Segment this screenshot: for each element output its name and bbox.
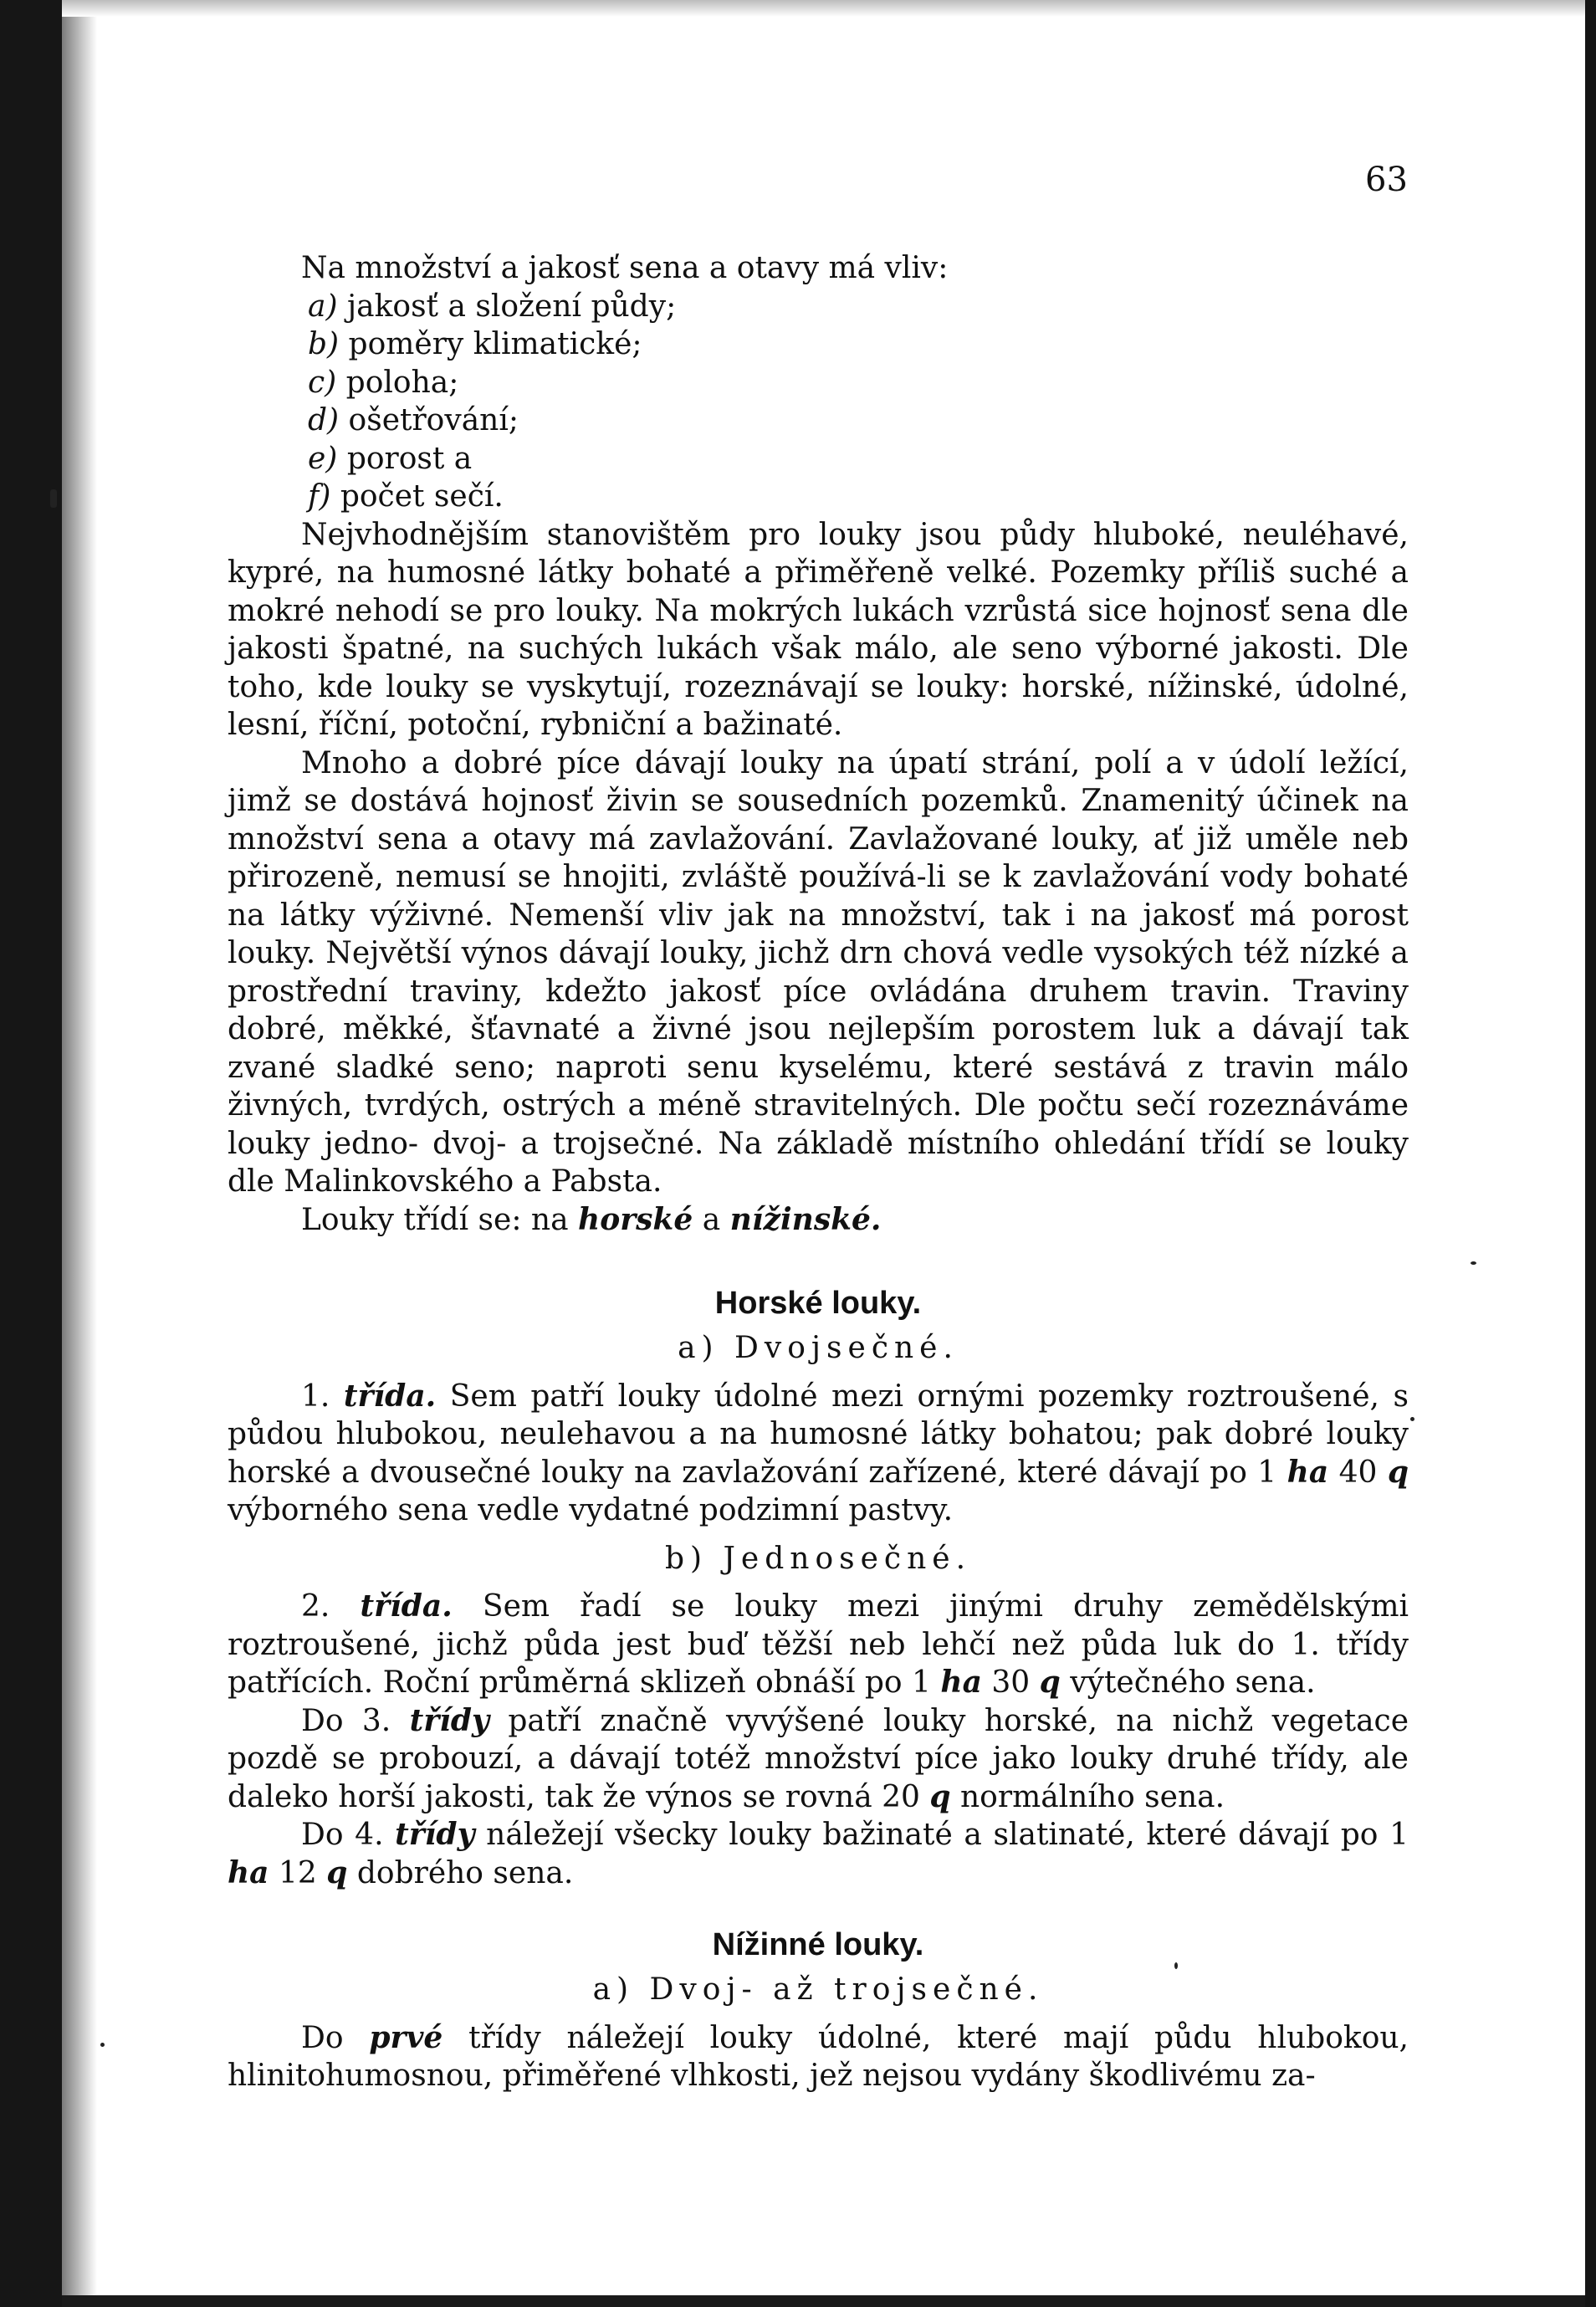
- scan-top-edge: [62, 0, 1585, 17]
- subsection-dvojsecne: a) Dvojsečné.: [678, 1331, 959, 1365]
- list-item: c) poloha;: [308, 365, 459, 400]
- scan-speck: [50, 489, 57, 508]
- paragraph-yield-factors: Mnoho a dobré píce dávají louky na úpatí strání, polí a v údolí ležící, jimž se dostává hojnosť živin se sousedních pozemků. Znamenitý účinek na množství sena a otavy má zavlažování. Zavlažované louky, ať již uměle neb přirozeně, nemusí se hnojiti, zvláště používá-li se k zavlažování vody bohaté na látky výživné. Nemenší vliv jak na množství, tak i na jakosť má porost louky. Největší výnos dávají louky, jichž drn chová vedle vysokých též nízké a prostřední traviny, kdežto jakosť píce ovládána druhem travin. Traviny dobré, měkké, šťavnaté a živné jsou nejlepším porostem luk a dávají tak zvané sladké seno; naproti senu kyselému, které sestává z travin málo živných, tvrdých, ostrých a méně stravitelných. Dle počtu sečí rozeznáváme louky jedno- dvoj- a trojsečné. Na základě místního ohledání třídí se louky dle Malinkovského a Pabsta.: [228, 745, 1409, 1199]
- subsection-dvoj-trojsecne: a) Dvoj- až trojsečné.: [592, 1972, 1044, 2007]
- scan-left-edge: [0, 0, 62, 2307]
- paragraph-class-2: 2. třída. Sem řadí se louky mezi jinými druhy zemědělskými roztroušené, jichž půda jest buď těžší neb lehčí než půda luk do 1. třídy patřících. Roční průměrná sklizeň obnáší po 1 ha 30 q výtečného sena.: [228, 1588, 1409, 1700]
- paragraph-classification: Louky třídí se: na horské a nížinské.: [301, 1201, 882, 1237]
- list-item: d) ošetřování;: [308, 403, 519, 437]
- paragraph-class-4: Do 4. třídy náležejí všecky louky bažinaté a slatinaté, které dávají po 1 ha 12 q dobrého sena.: [228, 1817, 1409, 1890]
- list-item: f) počet sečí.: [308, 479, 504, 514]
- section-title-nizinne: Nížinné louky.: [712, 1927, 924, 1962]
- scan-right-edge: [1585, 0, 1596, 2307]
- scan-speck: [100, 2043, 105, 2047]
- list-item: b) poměry klimatické;: [308, 327, 642, 361]
- section-title-horske: Horské louky.: [714, 1286, 922, 1321]
- page-number: 63: [1365, 161, 1408, 199]
- list-item: e) porost a: [308, 441, 473, 476]
- intro-lead: Na množství a jakosť sena a otavy má vliv:: [301, 251, 949, 285]
- paragraph-class-3: Do 3. třídy patří značně vyvýšené louky horské, na nichž vegetace pozdě se probouzí, a dávají totéž množství píce jako louky druhé třídy, ale daleko horší jakosti, tak že výnos se rovná 20 q normálního sena.: [228, 1702, 1409, 1814]
- scan-speck: [1471, 1261, 1476, 1265]
- list-item: a) jakosť a složení půdy;: [308, 289, 677, 324]
- paragraph-class-1: 1. třída. Sem patří louky údolné mezi ornými pozemky roztroušené, s půdou hlubokou, neulehavou a na humosné látky bohatou; pak dobré louky horské a dvousečné louky na zavlažování zařízené, které dávají po 1 ha 40 q výborného sena vedle vydatné podzimní pastvy.: [228, 1378, 1409, 1527]
- page-body: [228, 249, 1409, 2095]
- subsection-jednosecne: b) Jednosečné.: [664, 1541, 972, 1576]
- scan-bottom-edge: [62, 2295, 1585, 2307]
- paragraph-lowland-class-1: Do prvé třídy náležejí louky údolné, které mají půdu hlubokou, hlinitohumosnou, přiměřené vlhkosti, jež nejsou vydány škodlivému za-: [228, 2019, 1409, 2093]
- paragraph-site-conditions: Nejvhodnějším stanovištěm pro louky jsou půdy hluboké, neuléhavé, kypré, na humosné látky bohaté a přiměřeně velké. Pozemky příliš suché a mokré nehodí se pro louky. Na mokrých lukách vzrůstá sice hojnosť sena dle jakosti špatné, na suchých lukách však málo, ale seno výborné jakosti. Dle toho, kde louky se vyskytují, rozeznávají se louky: horské, nížinské, údolné, lesní, říční, potoční, rybniční a bažinaté.: [228, 517, 1409, 742]
- scan-speck: [1410, 1417, 1414, 1421]
